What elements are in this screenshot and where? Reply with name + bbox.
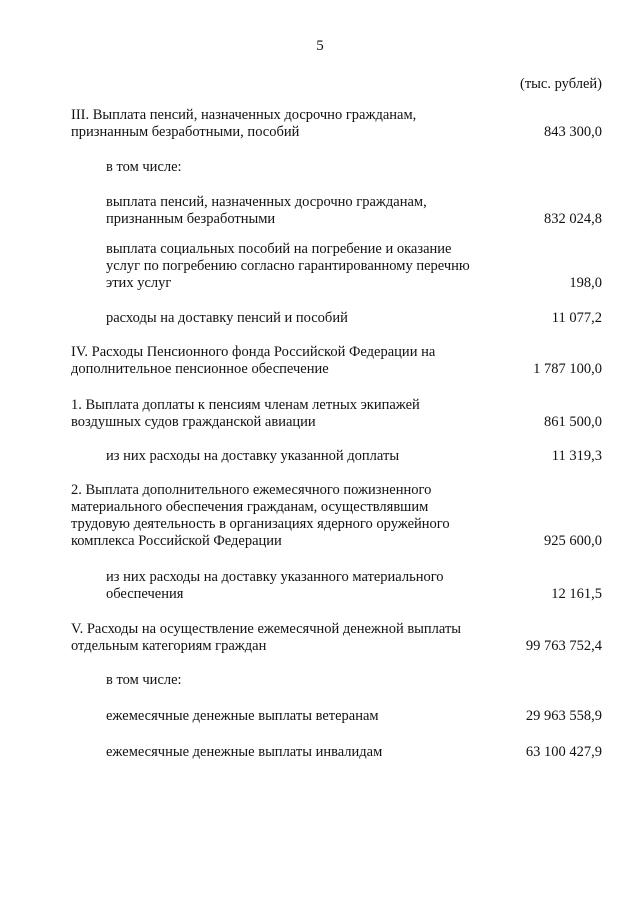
units-label: (тыс. рублей): [520, 76, 602, 92]
row-disabled: [0, 701, 640, 761]
row-value: 861 500,0: [544, 414, 602, 430]
row-item-2-delivery: [0, 543, 640, 603]
row-value: 29 963 558,9: [525, 708, 602, 724]
row-value: 11 319,3: [551, 448, 602, 464]
label-line: из них расходы на доставку указанной доплаты: [106, 448, 400, 464]
label-line: IV. Расходы Пенсионного фонда Российской Федерации на: [71, 344, 436, 360]
label-line: материального обеспечения гражданам, осуществлявшим: [71, 499, 429, 515]
label-line: 2. Выплата дополнительного ежемесячного пожизненного: [71, 482, 432, 498]
label-line: ежемесячные денежные выплаты ветеранам: [106, 708, 379, 724]
label-line: 1. Выплата доплаты к пенсиям членам летных экипажей: [71, 397, 420, 413]
label-line: признанным безработными, пособий: [71, 124, 300, 140]
label-line: признанным безработными: [106, 211, 276, 227]
row-value: 198,0: [569, 275, 602, 291]
label-line: ежемесячные денежные выплаты инвалидам: [106, 744, 383, 760]
row-value: 1 787 100,0: [533, 361, 602, 377]
label-line: расходы на доставку пенсий и пособий: [106, 310, 348, 326]
row-item-1-delivery: [0, 405, 640, 465]
row-value: 832 024,8: [544, 211, 602, 227]
label-line: обеспечения: [106, 586, 184, 602]
row-including: [0, 116, 640, 176]
label-line: отдельным категориям граждан: [71, 638, 267, 654]
row-value: 925 600,0: [544, 533, 602, 549]
row-section-iv: [0, 318, 640, 378]
row-value: 11 077,2: [551, 310, 602, 326]
row-value: 99 763 752,4: [525, 638, 602, 654]
row-label: [106, 448, 496, 465]
label-line: в том числе:: [106, 672, 182, 688]
label-line: выплата социальных пособий на погребение и оказание: [106, 241, 452, 257]
label-line: дополнительное пенсионное обеспечение: [71, 361, 329, 377]
label-line: воздушных судов гражданской авиации: [71, 414, 316, 430]
row-value: 12 161,5: [551, 586, 602, 602]
label-line: из них расходы на доставку указанного материального: [106, 569, 444, 585]
label-line: комплекса Российской Федерации: [71, 533, 282, 549]
label-line: этих услуг: [106, 275, 172, 291]
label-line: услуг по погребению согласно гарантированному перечню: [106, 258, 470, 274]
row-item-2: [0, 482, 640, 550]
row-label: [71, 482, 481, 550]
row-label: [106, 744, 496, 761]
label-line: выплата пенсий, назначенных досрочно гражданам,: [106, 194, 427, 210]
row-value: 63 100 427,9: [525, 744, 602, 760]
page-number: 5: [316, 38, 324, 54]
label-line: V. Расходы на осуществление ежемесячной денежной выплаты: [71, 621, 462, 637]
label-line: трудовую деятельность в организациях ядерного оружейного: [71, 516, 450, 532]
label-line: III. Выплата пенсий, назначенных досрочно гражданам,: [71, 107, 417, 123]
row-value: 843 300,0: [544, 124, 602, 140]
label-line: в том числе:: [106, 159, 182, 175]
row-label: [106, 194, 496, 228]
row-early-pensions: [0, 168, 640, 228]
